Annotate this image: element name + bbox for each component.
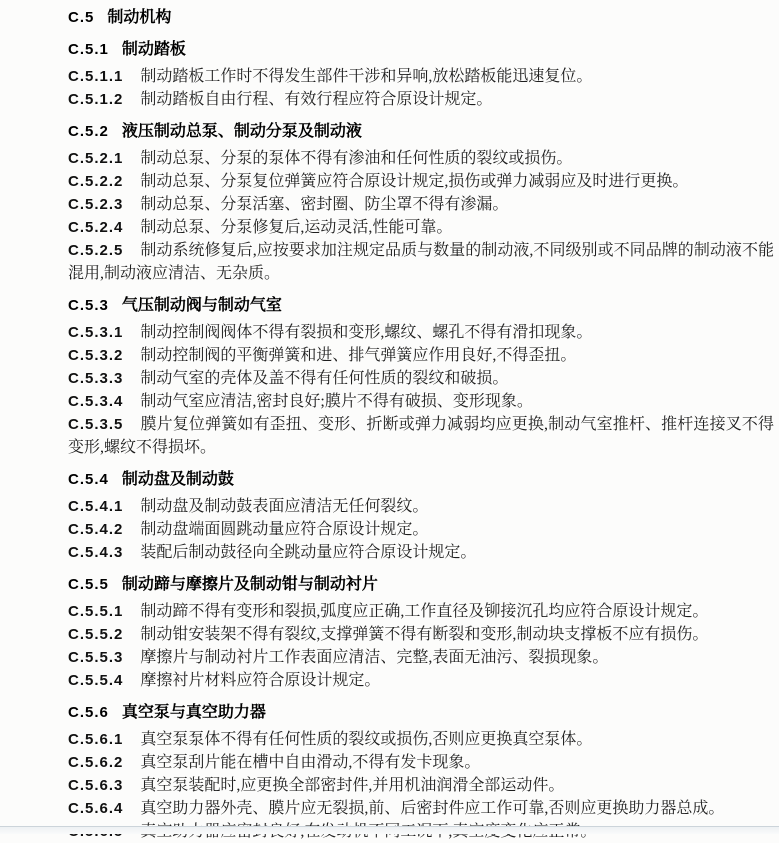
clause-number: C.5.5.4 (68, 672, 124, 689)
section-title: 真空泵与真空助力器 (121, 704, 266, 721)
clause (68, 65, 774, 88)
clause-text: 制动总泵、分泵复位弹簧应符合原设计规定,损伤或弹力减弱应及时进行更换。 (140, 173, 689, 190)
clause (68, 623, 774, 646)
clause-text: 制动蹄不得有变形和裂损,弧度应正确,工作直径及铆接沉孔均应符合原设计规定。 (140, 603, 709, 620)
section-heading-c5-6 (68, 701, 774, 724)
clause-text: 制动控制阀的平衡弹簧和进、排气弹簧应作用良好,不得歪扭。 (140, 347, 577, 364)
clause-text: 真空泵装配时,应更换全部密封件,并用机油润滑全部运动件。 (140, 777, 565, 794)
clause (68, 669, 774, 692)
section-heading-c5-3 (68, 294, 774, 317)
section-title: 制动盘及制动鼓 (121, 471, 234, 488)
section-heading-c5-2 (68, 120, 774, 143)
section-title: 制动蹄与摩擦片及制动钳与制动衬片 (121, 576, 378, 593)
clause-number: C.5.1.1 (68, 68, 124, 85)
clause (68, 413, 774, 459)
clause-text: 装配后制动鼓径向全跳动量应符合原设计规定。 (140, 544, 477, 561)
section-number: C.5.3 (68, 297, 109, 314)
clause-number: C.5.5.1 (68, 603, 124, 620)
clause-text: 制动总泵、分泵的泵体不得有渗油和任何性质的裂纹或损伤。 (140, 150, 573, 167)
section-number: C.5.6 (68, 704, 109, 721)
clause-text: 真空助力器外壳、膜片应无裂损,前、后密封件应工作可靠,否则应更换助力器总成。 (140, 800, 725, 817)
clause-number: C.5.3.2 (68, 347, 124, 364)
clause-text: 制动控制阀阀体不得有裂损和变形,螺纹、螺孔不得有滑扣现象。 (140, 324, 593, 341)
clause (68, 774, 774, 797)
clause-text: 制动踏板自由行程、有效行程应符合原设计规定。 (140, 91, 493, 108)
clause-number: C.5.6.3 (68, 777, 124, 794)
clause (68, 751, 774, 774)
clause-text: 膜片复位弹簧如有歪扭、变形、折断或弹力减弱均应更换,制动气室推杆、推杆连接叉不得变形,螺纹不得损坏。 (68, 416, 774, 456)
clause-text: 真空泵刮片能在槽中自由滑动,不得有发卡现象。 (140, 754, 481, 771)
clause-number: C.5.2.4 (68, 219, 124, 236)
clause (68, 367, 774, 390)
clause-text: 制动总泵、分泵活塞、密封圈、防尘罩不得有渗漏。 (140, 196, 509, 213)
clause-number: C.5.2.1 (68, 150, 124, 167)
clause-text: 制动气室应清洁,密封良好;膜片不得有破损、变形现象。 (140, 393, 533, 410)
section-number: C.5.5 (68, 576, 109, 593)
clause-number: C.5.3.5 (68, 416, 124, 433)
clause-number: C.5.2.5 (68, 242, 124, 259)
clause-number: C.5.6.2 (68, 754, 124, 771)
clause-text: 制动气室的壳体及盖不得有任何性质的裂纹和破损。 (140, 370, 509, 387)
clause-text: 制动总泵、分泵修复后,运动灵活,性能可靠。 (140, 219, 453, 236)
section-heading-c5-5 (68, 573, 774, 596)
clause (68, 216, 774, 239)
clause (68, 646, 774, 669)
clause-text: 制动系统修复后,应按要求加注规定品质与数量的制动液,不同级别或不同品牌的制动液不能混用,制动液应清洁、无杂质。 (68, 242, 774, 282)
clause-number: C.5.4.1 (68, 498, 124, 515)
section-heading-c5-1 (68, 38, 774, 61)
clause (68, 518, 774, 541)
clause (68, 797, 774, 820)
clause (68, 321, 774, 344)
section-title: 液压制动总泵、制动分泵及制动液 (121, 123, 362, 140)
clause-text: 制动踏板工作时不得发生部件干涉和异响,放松踏板能迅速复位。 (140, 68, 593, 85)
clause-text: 制动盘端面圆跳动量应符合原设计规定。 (140, 521, 429, 538)
clause-number: C.5.5.3 (68, 649, 124, 666)
clause-text: 制动盘及制动鼓表面应清洁无任何裂纹。 (140, 498, 429, 515)
clause (68, 728, 774, 751)
clause-number: C.5.3.4 (68, 393, 124, 410)
clause-number: C.5.1.2 (68, 91, 124, 108)
clause (68, 541, 774, 564)
clause (68, 495, 774, 518)
clause-number: C.5.4.2 (68, 521, 124, 538)
clause-text: 制动钳安装架不得有裂纹,支撑弹簧不得有断裂和变形,制动块支撑板不应有损伤。 (140, 626, 709, 643)
clause (68, 239, 774, 285)
section-heading-c5 (68, 6, 774, 29)
clause (68, 170, 774, 193)
clause (68, 88, 774, 111)
clause-number: C.5.2.2 (68, 173, 124, 190)
clause-text: 真空泵泵体不得有任何性质的裂纹或损伤,否则应更换真空泵体。 (140, 731, 593, 748)
section-title: 制动踏板 (121, 41, 186, 58)
clause (68, 600, 774, 623)
section-number: C.5.1 (68, 41, 109, 58)
clause-text: 摩擦片与制动衬片工作表面应清洁、完整,表面无油污、裂损现象。 (140, 649, 609, 666)
section-number: C.5.2 (68, 123, 109, 140)
clause-number: C.5.6.4 (68, 800, 124, 817)
section-number: C.5 (68, 9, 95, 26)
section-title: 制动机构 (107, 9, 172, 26)
clause (68, 390, 774, 413)
clause-number: C.5.3.3 (68, 370, 124, 387)
clause-number: C.5.2.3 (68, 196, 124, 213)
clause-number: C.5.3.1 (68, 324, 124, 341)
clause-number: C.5.4.3 (68, 544, 124, 561)
section-number: C.5.4 (68, 471, 109, 488)
section-heading-c5-4 (68, 468, 774, 491)
clause (68, 344, 774, 367)
clause (68, 147, 774, 170)
clause-text: 摩擦衬片材料应符合原设计规定。 (140, 672, 381, 689)
section-title: 气压制动阀与制动气室 (121, 297, 282, 314)
clause-number: C.5.6.1 (68, 731, 124, 748)
clause (68, 193, 774, 216)
clause-number: C.5.5.2 (68, 626, 124, 643)
